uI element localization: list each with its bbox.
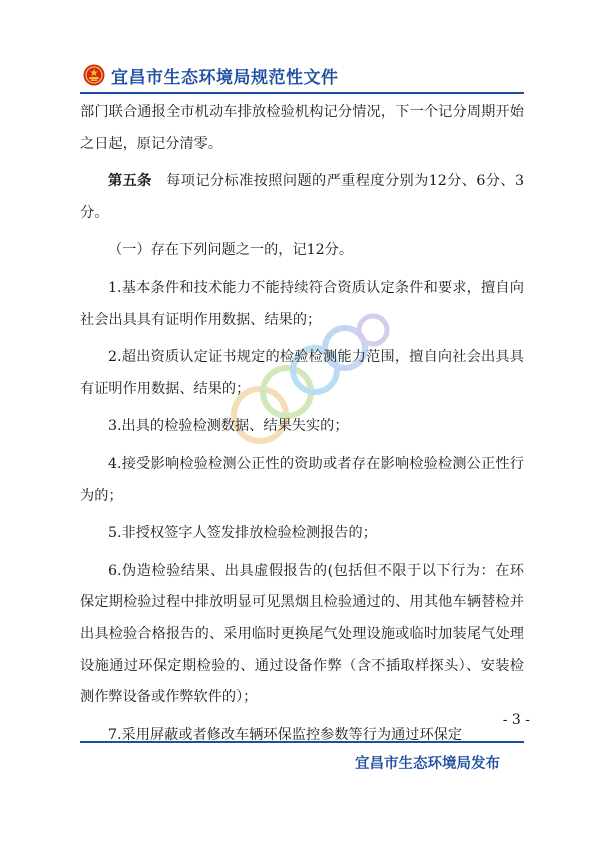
- document-body: [80, 97, 524, 751]
- footer-divider: [80, 741, 524, 743]
- header-title: 宜昌市生态环境局规范性文件: [111, 67, 339, 88]
- list-item: 1.基本条件和技术能力不能持续符合资质认定条件和要求，擅自向社会出具具有证明作用数据、结果的；: [80, 279, 524, 328]
- paragraph-continuation: 部门联合通报全市机动车排放检验机构记分情况，下一个记分周期开始之日起，原记分清零。: [80, 104, 524, 152]
- footer-publisher: 宜昌市生态环境局发布: [355, 756, 500, 772]
- section-1-heading: （一）存在下列问题之一的，记12分。: [108, 242, 354, 259]
- list-item: 2.超出资质认定证书规定的检验检测能力范围，擅自向社会出具具有证明作用数据、结果的；: [80, 349, 524, 397]
- page-number: - 3 -: [502, 712, 530, 728]
- article-5-label: 第五条: [108, 173, 152, 190]
- list-item: 5.非授权签字人签发排放检验检测报告的；: [108, 525, 377, 542]
- article-5: [80, 166, 524, 229]
- header-divider: [80, 92, 524, 94]
- list-item: 7.采用屏蔽或者修改车辆环保监控参数等行为通过环保定: [108, 726, 463, 743]
- document-header: [83, 60, 523, 90]
- list-item: 6.伪造检验结果、出具虚假报告的(包括但不限于以下行为：在环保定期检验过程中排放明显可见黑烟且检验通过的、用其他车辆替检并出具检验合格报告的、采用临时更换尾气处理设施或临时加装尾气处理设施通过环保定期检验的、通过设备作弊（含不插取样探头）、安装检测作弊设备或作弊软件的）；: [80, 562, 524, 706]
- list-item: 3.出具的检验检测数据、结果失实的；: [108, 418, 349, 435]
- article-5-text: 每项记分标准按照问题的严重程度分别为12分、6分、3分。: [80, 173, 524, 221]
- national-emblem-icon: [83, 64, 105, 86]
- list-item: 4.接受影响检验检测公正性的资助或者存在影响检验检测公正性行为的；: [80, 455, 524, 504]
